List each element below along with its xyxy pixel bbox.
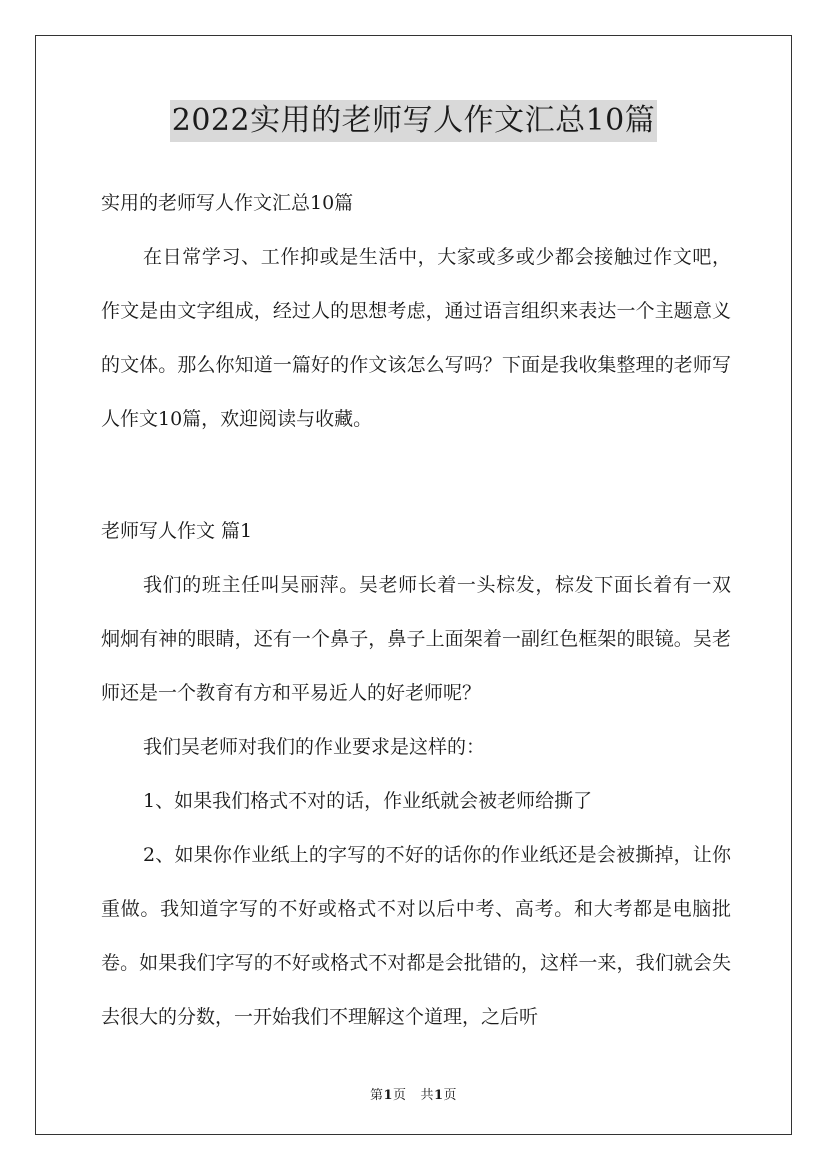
page-label-prefix: 第: [369, 1088, 384, 1103]
page-footer: [0, 1084, 827, 1103]
total-label-suffix: 页: [443, 1088, 458, 1103]
title-area: [0, 100, 827, 142]
body-paragraph: 1、如果我们格式不对的话，作业纸就会被老师给撕了: [143, 790, 593, 812]
total-pages: 1: [433, 1088, 444, 1103]
body-paragraph: 我们的班主任叫吴丽萍。吴老师长着一头棕发，棕发下面长着有一双炯炯有神的眼睛，还有一个鼻子，鼻子上面架着一副红色框架的眼镜。吴老师还是一个教育有方和平易近人的好老师呢？: [101, 574, 731, 704]
total-label-prefix: 共: [420, 1088, 434, 1103]
document-title: 2022实用的老师写人作文汇总10篇: [170, 100, 658, 142]
body-paragraph: 2、如果你作业纸上的字写的不好的话你的作业纸还是会被撕掉，让你重做。我知道字写的不好或格式不对以后中考、高考。和大考都是电脑批卷。如果我们字写的不好或格式不对都是会批错的，这样一来，我们就会失去很大的分数，一开始我们不理解这个道理，之后听: [101, 844, 731, 1028]
intro-paragraph: 在日常学习、工作抑或是生活中，大家或多或少都会接触过作文吧，作文是由文字组成，经过人的思想考虑，通过语言组织来表达一个主题意义的文体。那么你知道一篇好的作文该怎么写吗？下面是我收集整理的老师写人作文10篇，欢迎阅读与收藏。: [101, 246, 731, 430]
section-heading: 老师写人作文 篇1: [101, 520, 253, 542]
section-spacer: [101, 446, 731, 504]
page-label-suffix: 页: [393, 1088, 407, 1103]
document-body: [101, 176, 731, 1044]
body-paragraph: 我们吴老师对我们的作业要求是这样的：: [143, 736, 486, 758]
document-subtitle: 实用的老师写人作文汇总10篇: [101, 192, 354, 214]
page-number: 1: [383, 1088, 394, 1103]
